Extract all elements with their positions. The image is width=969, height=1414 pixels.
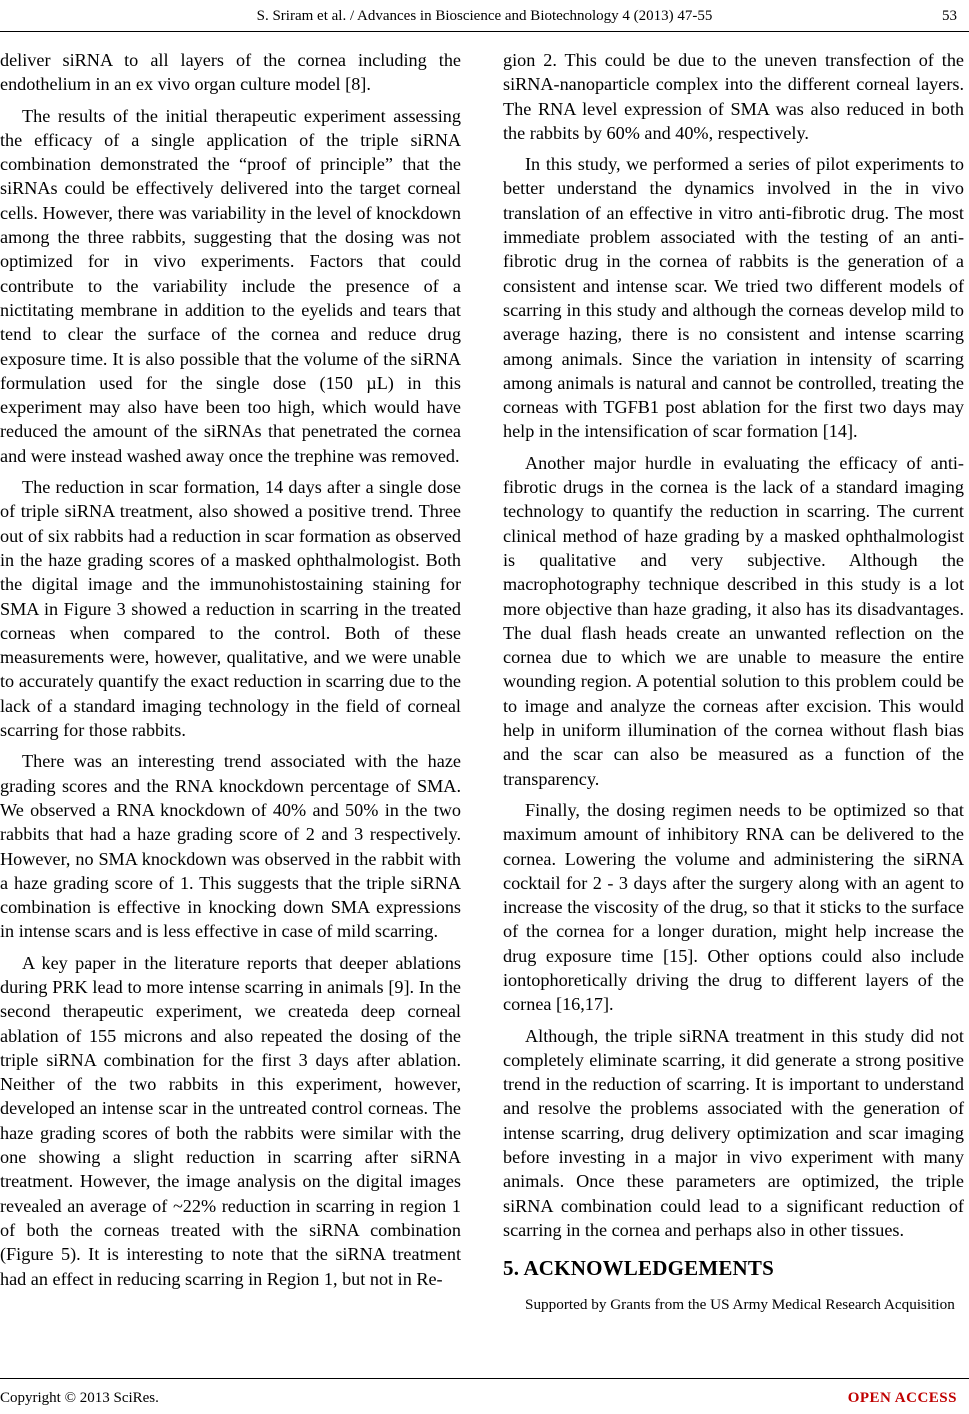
page-number: 53 (942, 8, 957, 24)
right-column (503, 48, 964, 1322)
paragraph: In this study, we performed a series of pilot experiments to better understand the dynamics involved in the in vivo translation of an effective in vitro anti-fibrotic drug. The most immediate problem associated with the testing of an anti-fibrotic drug in the cornea of rabbits is the generation of a consistent and intense scar. We tried two different models of scarring in this study and although the corneas develop mild to average hazing, there is no consistent and intense scarring among animals. Since the variation in intensity of scarring among animals is natural and cannot be controlled, treating the corneas with TGFB1 post ablation for the first two days may help in the intensification of scar formation [14]. (503, 154, 964, 442)
paragraph: gion 2. This could be due to the uneven transfection of the siRNA-nanoparticle complex into the different corneal layers. The RNA level expression of SMA was also reduced in both the rabbits by 60% and 40%, respectively. (503, 50, 964, 143)
copyright-text: Copyright © 2013 SciRes. (0, 1390, 159, 1406)
open-access-label: OPEN ACCESS (847, 1390, 957, 1406)
paragraph: A key paper in the literature reports that deeper ablations during PRK lead to more intense scarring in animals [9]. In the second therapeutic experiment, we createda deep corneal ablation of 155 microns and also repeated the dosing of the triple siRNA combination for the first 3 days after ablation. Neither of the two rabbits in this experiment, however, developed an intense scar in the untreated control corneas. The haze grading scores of both the rabbits were similar with the one showing a slight reduction in scarring after siRNA treatment. However, the image analysis on the digital images revealed an average of ~22% reduction in scarring in region 1 of both the corneas treated with the siRNA combination (Figure 5). It is interesting to note that the siRNA treatment had an effect in reducing scarring in Region 1, but not in Re- (0, 952, 461, 1289)
paragraph: Although, the triple siRNA treatment in this study did not completely eliminate scarring, it did generate a strong positive trend in the reduction of scarring. It is important to understand and resolve the problems associated with the generation of intense scarring, drug delivery optimization and scar imaging before investing in a major in vivo experiment with many animals. Once these parameters are optimized, the triple siRNA combination could lead to a significant reduction of scarring in the cornea and perhaps also in other tissues. (503, 1025, 964, 1240)
acknowledgement-text: Supported by Grants from the US Army Medical Research Acquisition (525, 1295, 955, 1313)
running-head: S. Sriram et al. / Advances in Bioscience and Biotechnology 4 (2013) 47-55 (256, 8, 713, 24)
paragraph: The results of the initial therapeutic experiment assessing the efficacy of a single application of the triple siRNA combination demonstrated the “proof of principle” that the siRNAs could be effectively delivered into the target corneal cells. However, there was variability in the level of knockdown among the three rabbits, suggesting that the dosing was not optimized for in vivo experiments. Factors that could contribute to the variability include the presence of a nictitating membrane in addition to the eyelids and tears that tend to clear the surface of the cornea and reduce drug exposure time. It is also possible that the volume of the siRNA formulation used for the single dose (150 µL) in this experiment may also have been too high, which would have reduced the amount of the siRNAs that penetrated the cornea and were instead washed away once the trephine was removed. (0, 105, 461, 466)
paragraph: Finally, the dosing regimen needs to be optimized so that maximum amount of inhibitory RNA can be delivered to the cornea. Lowering the volume and administering the siRNA cocktail for 2 - 3 days after the surgery along with an agent to increase the viscosity of the drug, so that it sticks to the surface of the cornea for a longer duration, might help increase the drug exposure time [15]. Other options could also include iontophoretically driving the drug to different layers of the cornea [16,17]. (503, 799, 964, 1015)
paragraph: There was an interesting trend associated with the haze grading scores and the RNA knockdown percentage of SMA. We observed a RNA knockdown of 40% and 50% in the two rabbits that had a haze grading score of 2 and 3 respectively. However, no SMA knockdown was observed in the rabbit with a haze grading score of 1. This suggests that the triple siRNA combination is effective in knocking down SMA expressions in intense scars and is less effective in case of mild scarring. (0, 751, 461, 942)
paragraph: The reduction in scar formation, 14 days after a single dose of triple siRNA treatment, also showed a positive trend. Three out of six rabbits had a reduction in scar formation as observed in the haze grading scores of a masked ophthalmologist. Both the digital image and the immunohistostaining staining for SMA in Figure 3 showed a reduction in scarring in the treated corneas when compared to the control. Both of these measurements were, however, qualitative, and we were unable to accurately quantify the exact reduction in scarring due to the lack of a standard imaging technology in the field of corneal scarring for those rabbits. (0, 477, 461, 741)
paragraph: Another major hurdle in evaluating the efficacy of anti-fibrotic drugs in the cornea is the lack of a standard imaging technology to quantify the reduction in scarring. The current clinical method of haze grading by a masked ophthalmologist is qualitative and very subjective. Although the macrophotography technique described in this study is a lot more objective than haze grading, it also has its disadvantages. The dual flash heads create an unwanted reflection on the cornea due to which we are unable to measure the entire wounding region. A potential solution to this problem could be to image and analyze the corneas after excision. This would help in uniform illumination of the cornea without flash bias and the scar can also be measured as a function of the transparency. (503, 452, 964, 789)
header-rule (0, 31, 969, 32)
paragraph: deliver siRNA to all layers of the cornea including the endothelium in an ex vivo organ culture model [8]. (0, 50, 461, 95)
left-column (0, 48, 461, 1298)
section-heading: 5. ACKNOWLEDGEMENTS (503, 1256, 775, 1281)
footer-rule (0, 1378, 969, 1379)
page-header (0, 0, 969, 30)
